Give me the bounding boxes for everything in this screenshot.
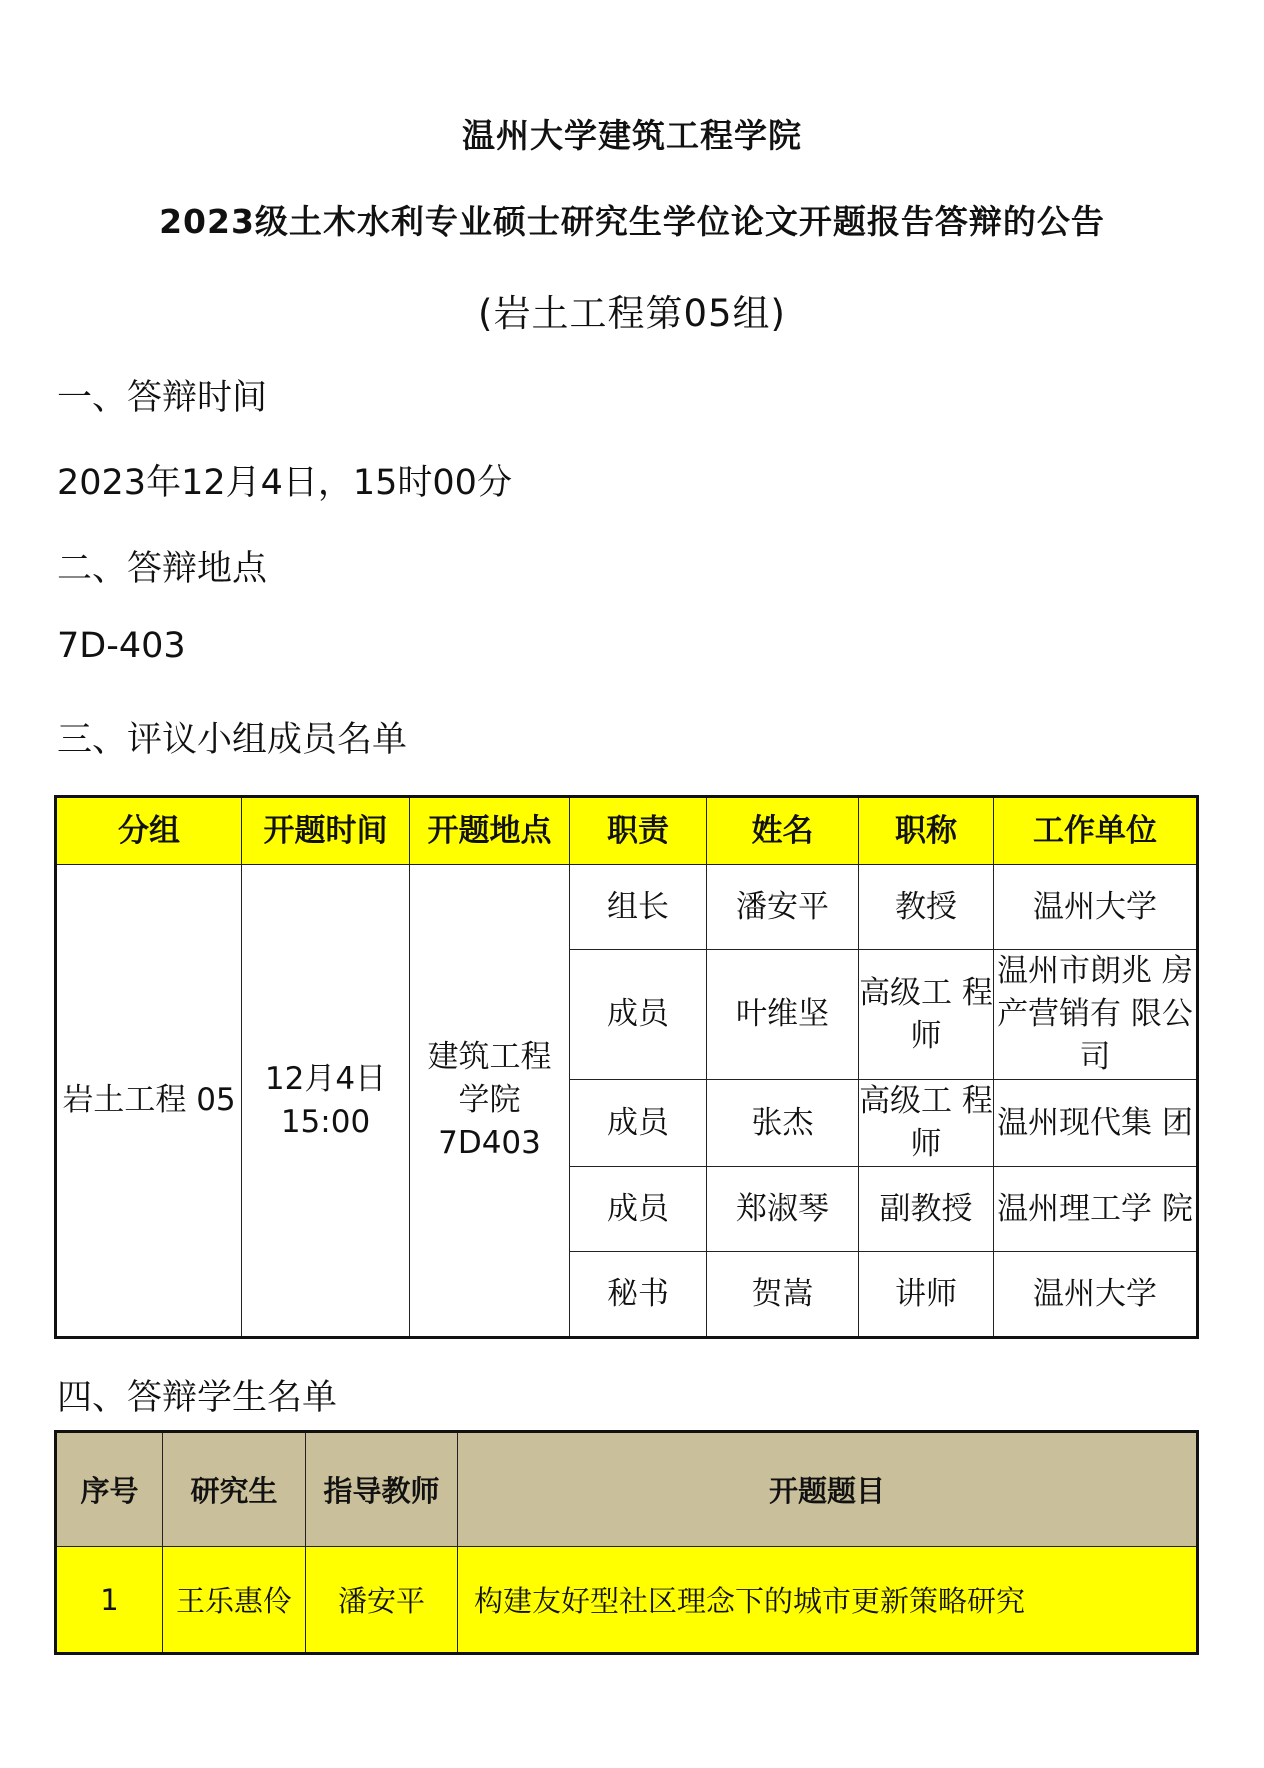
name-cell: 潘安平 xyxy=(707,865,859,950)
header-cell: 序号 xyxy=(56,1432,163,1547)
header-cell: 开题地点 xyxy=(410,797,570,865)
role-cell: 秘书 xyxy=(570,1252,707,1338)
header-cell: 工作单位 xyxy=(994,797,1198,865)
group-subtitle: (岩土工程第05组) xyxy=(478,292,786,335)
panel-header-row xyxy=(56,797,1198,865)
students-header-row xyxy=(56,1432,1198,1547)
header-cell: 职称 xyxy=(859,797,994,865)
group-cell: 岩土工程 05 xyxy=(56,865,242,1338)
title-cell: 副教授 xyxy=(859,1167,994,1252)
header-cell: 开题时间 xyxy=(242,797,410,865)
role-cell: 成员 xyxy=(570,950,707,1080)
role-cell: 组长 xyxy=(570,865,707,950)
header-cell: 分组 xyxy=(56,797,242,865)
role-cell: 成员 xyxy=(570,1080,707,1167)
index-cell: 1 xyxy=(56,1547,163,1654)
name-cell: 叶维坚 xyxy=(707,950,859,1080)
time-cell: 12月4日 15:00 xyxy=(242,865,410,1338)
students-table xyxy=(54,1430,1199,1655)
panel-heading: 三、评议小组成员名单 xyxy=(57,720,408,760)
header-cell: 姓名 xyxy=(707,797,859,865)
name-cell: 贺嵩 xyxy=(707,1252,859,1338)
unit-cell: 温州市朗兆 房产营销有 限公司 xyxy=(994,950,1198,1080)
name-cell: 张杰 xyxy=(707,1080,859,1167)
title-cell: 讲师 xyxy=(859,1252,994,1338)
advisor-cell: 潘安平 xyxy=(306,1547,458,1654)
title-cell: 教授 xyxy=(859,865,994,950)
document-title: 温州大学建筑工程学院 xyxy=(462,116,802,155)
student-cell: 王乐惠伶 xyxy=(163,1547,306,1654)
time-heading: 一、答辩时间 xyxy=(57,378,268,418)
unit-cell: 温州大学 xyxy=(994,1252,1198,1338)
header-cell: 研究生 xyxy=(163,1432,306,1547)
name-cell: 郑淑琴 xyxy=(707,1167,859,1252)
time-value: 2023年12月4日，15时00分 xyxy=(57,463,512,503)
unit-cell: 温州理工学 院 xyxy=(994,1167,1198,1252)
title-cell: 高级工 程师 xyxy=(859,1080,994,1167)
place-heading: 二、答辩地点 xyxy=(57,549,268,589)
table-row xyxy=(56,865,1198,950)
panel-members-table xyxy=(54,795,1199,1339)
announcement-title: 2023级土木水利专业硕士研究生学位论文开题报告答辩的公告 xyxy=(159,202,1105,241)
role-cell: 成员 xyxy=(570,1167,707,1252)
students-heading: 四、答辩学生名单 xyxy=(57,1378,338,1418)
header-cell: 职责 xyxy=(570,797,707,865)
table-row xyxy=(56,1547,1198,1654)
title-cell: 高级工 程师 xyxy=(859,950,994,1080)
unit-cell: 温州大学 xyxy=(994,865,1198,950)
topic-cell: 构建友好型社区理念下的城市更新策略研究 xyxy=(458,1547,1198,1654)
place-value: 7D-403 xyxy=(57,626,186,666)
header-cell: 指导教师 xyxy=(306,1432,458,1547)
header-cell: 开题题目 xyxy=(458,1432,1198,1547)
place-cell: 建筑工程 学院 7D403 xyxy=(410,865,570,1338)
unit-cell: 温州现代集 团 xyxy=(994,1080,1198,1167)
